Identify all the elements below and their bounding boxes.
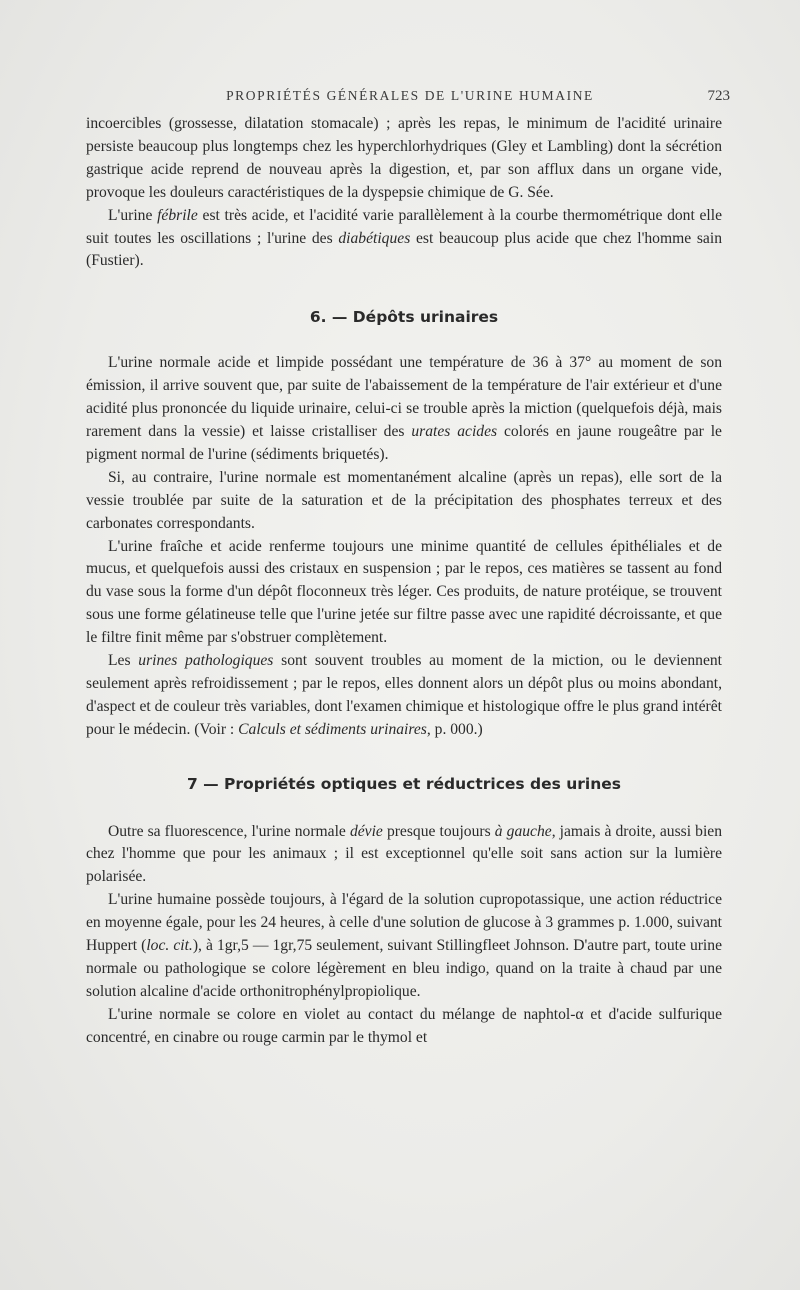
running-header bbox=[90, 88, 730, 112]
page-number: 723 bbox=[707, 88, 730, 104]
section-7-paragraph-3: L'urine normale se colore en violet au contact du mélange de naphtol-α et d'acide sulfurique concentré, en cinabre ou rouge carmin par le thymol et bbox=[86, 1005, 722, 1046]
section-6-paragraph-4: Les urines pathologiques sont souvent troubles au moment de la miction, ou le deviennent seulement après refroidissement ; par le repos, elles donnent alors un dépôt plus ou moins abondant, d'aspect et de couleur très variables, dont l'examen chimique et histologique offre le plus grand intérêt pour le médecin. (Voir : Calculs et sédiments urinaires, p. 000.) bbox=[86, 652, 722, 738]
section-7-paragraph-2: L'urine humaine possède toujours, à l'égard de la solution cupropotassique, une action réductrice en moyenne égale, pour les 24 heures, à celle d'une solution de glucose à 3 grammes p. 1.000, suivant Huppert (loc. cit.), à 1gr,5 — 1gr,75 seulement, suivant Stillingfleet Johnson. D'autre part, toute urine normale ou pathologique se colore légèrement en bleu indigo, quand on la traite à chaud par une solution alcaline d'acide orthonitrophénylpropiolique. bbox=[86, 891, 722, 1000]
header-title: PROPRIÉTÉS GÉNÉRALES DE L'URINE HUMAINE bbox=[226, 88, 594, 103]
section-6-heading: 6. — Dépôts urinaires bbox=[309, 308, 499, 327]
section-7-heading: 7 — Propriétés optiques et réductrices des urines bbox=[186, 774, 622, 793]
section-7-paragraph-1: Outre sa fluorescence, l'urine normale dévie presque toujours à gauche, jamais à droite, aussi bien chez l'homme que pour les animaux ; il est exceptionnel qu'elle soit sans action sur la lumière polarisée. bbox=[86, 822, 722, 886]
section-6-paragraph-2: Si, au contraire, l'urine normale est momentanément alcaline (après un repas), elle sort de la vessie troublée par suite de la saturation et de la précipitation des phosphates terreux et des carbonates correspondants. bbox=[86, 468, 722, 532]
section-6-paragraph-3: L'urine fraîche et acide renferme toujours une minime quantité de cellules épithéliales et de mucus, et quelquefois aussi des cristaux en suspension ; par le repos, ces matières se tassent au fond du vase sous la forme d'un dépôt floconneux très léger. Ces produits, de nature protéique, se trouvent sous une forme gélatineuse telle que l'urine jetée sur filtre passe avec une rapidité décroissante, et que le filtre finit même par s'obstruer complètement. bbox=[86, 537, 722, 647]
body-text bbox=[86, 113, 722, 1050]
intro-paragraph-2: L'urine fébrile est très acide, et l'acidité varie parallèlement à la courbe thermométrique dont elle suit toutes les oscillations ; l'urine des diabétiques est beaucoup plus acide que chez l'homme sain (Fustier). bbox=[86, 206, 723, 270]
section-6-paragraph-1: L'urine normale acide et limpide possédant une température de 36 à 37° au moment de son émission, il arrive souvent que, par suite de l'abaissement de la température de l'air extérieur et d'une acidité plus prononcée du liquide urinaire, celui-ci se trouble après la miction (quelquefois déjà, mais rarement dans la vessie) et laisse cristalliser des urates acides colorés en jaune rougeâtre par le pigment normal de l'urine (sédiments briquetés). bbox=[86, 354, 722, 463]
intro-paragraph-1: incoercibles (grossesse, dilatation stomacale) ; après les repas, le minimum de l'acidité urinaire persiste beaucoup plus longtemps chez les hyperchlorhydriques (Gley et Lambling) dont la sécrétion gastrique acide reprend de nouveau après la digestion, et, par son afflux dans un organe vide, provoque les douleurs caractéristiques de la dyspepsie chimique de G. Sée. bbox=[86, 115, 722, 201]
